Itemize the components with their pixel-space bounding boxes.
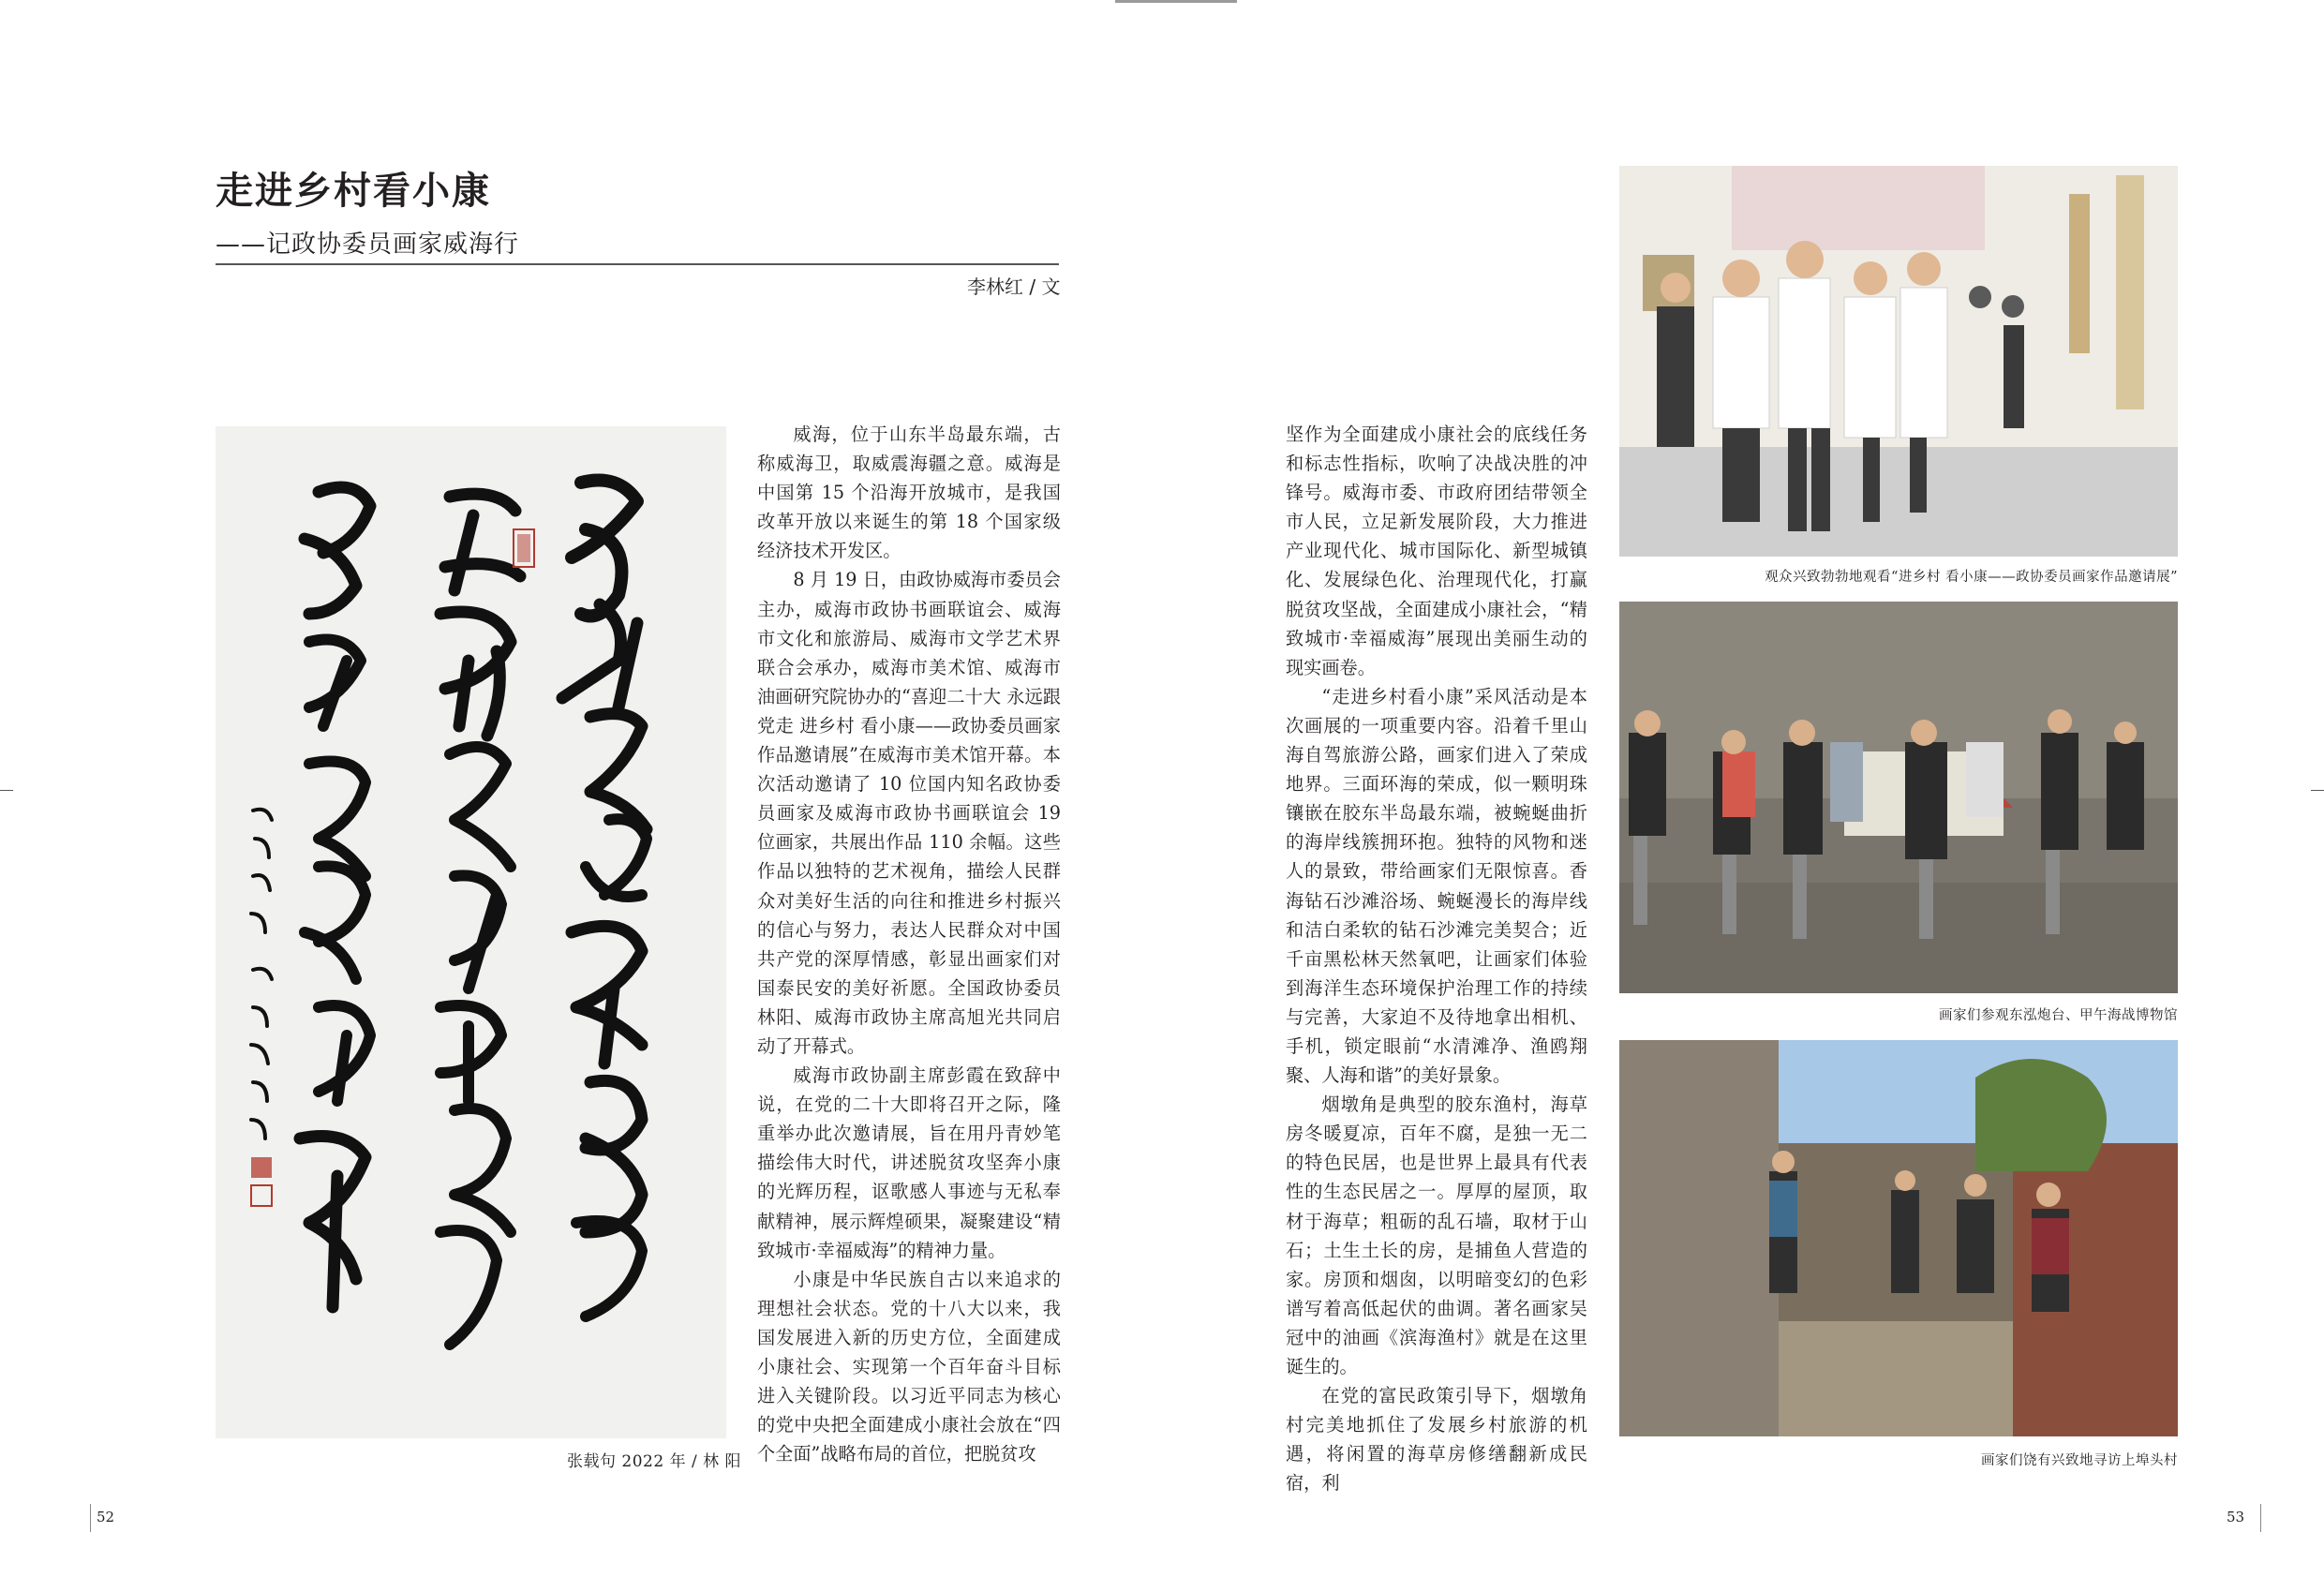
photo-caption: 画家们参观东泓炮台、甲午海战博物馆: [1939, 1008, 2178, 1023]
body-paragraph: 威海市政协副主席彭霞在致辞中说，在党的二十大即将召开之际，隆重举办此次邀请展，旨在用丹青妙笔描绘伟大时代，讲述脱贫攻坚奔小康的光辉历程，讴歌感人事迹与无私奉献精神，展示辉煌硕果，凝聚建设“精致城市·幸福威海”的精神力量。: [757, 1064, 1061, 1261]
photo-exhibition-visit: [1619, 166, 2178, 557]
page-rule: [90, 1504, 91, 1532]
body-paragraph: 小康是中华民族自古以来追求的理想社会状态。党的十八大以来，我国发展进入新的历史方位，全面建成小康社会、实现第一个百年奋斗目标进入关键阶段。以习近平同志为核心的党中央把全面建成小康社会放在“四个全面”战略布局的首位，把脱贫攻: [757, 1268, 1061, 1465]
page-number-right: 53: [2227, 1509, 2245, 1525]
photo-caption: 画家们饶有兴致地寻访上埠头村: [1981, 1453, 2178, 1468]
photo-fort-museum: [1619, 602, 2178, 993]
article-subtitle: ——记政协委员画家威海行: [216, 231, 520, 259]
body-paragraph: 威海，位于山东半岛最东端，古称威海卫，取威震海疆之意。威海是中国第 15 个沿海开放城市，是我国改革开放以来诞生的第 18 个国家级经济技术开发区。: [757, 424, 1061, 562]
body-paragraph: 8 月 19 日，由政协威海市委员会主办，威海市政协书画联谊会、威海市文化和旅游局、威海市文学艺术界联合会承办，威海市美术馆、威海市油画研究院协办的“喜迎二十大 永远跟党走 进乡村 看小康——政协委员画家作品邀请展”在威海市美术馆开幕。本次活动邀请了 10 位国内知名政协委员画家及威海市政协书画联谊会 19 位画家，共展出作品 110 余幅。这些作品以独特的艺术视角，描绘人民群众对美好生活的向往和推进乡村振兴的信心与努力，表达人民群众对中国共产党的深厚情感，彰显出画家们对国泰民安的美好祈愿。全国政协委员林阳、威海市政协主席高旭光共同启动了开幕式。: [757, 569, 1061, 1057]
body-paragraph: 坚作为全面建成小康社会的底线任务和标志性指标，吹响了决战决胜的冲锋号。威海市委、市政府团结带领全市人民，立足新发展阶段，大力推进产业现代化、城市国际化、新型城镇化、发展绿色化、治理现代化，打赢脱贫攻坚战，全面建成小康社会，“精致城市·幸福威海”展现出美丽生动的现实画卷。: [1286, 424, 1587, 678]
calligraphy-artwork: [216, 426, 726, 1438]
crop-mark: [2311, 790, 2324, 791]
body-paragraph: “走进乡村看小康”采风活动是本次画展的一项重要内容。沿着千里山海自驾旅游公路，画家们进入了荣成地界。三面环海的荣成，似一颗明珠镶嵌在胶东半岛最东端，被蜿蜒曲折的海岸线簇拥环抱。独特的风物和迷人的景致，带给画家们无限惊喜。香海钻石沙滩浴场、蜿蜒漫长的海岸线和洁白柔软的钻石沙滩完美契合；近千亩黑松林天然氧吧，让画家们体验到海洋生态环境保护治理工作的持续与完善，大家迫不及待地拿出相机、手机，锁定眼前“水清滩净、渔鸥翔聚、人海和谐”的美好景象。: [1286, 685, 1587, 1087]
byline: 李林红 / 文: [967, 275, 1061, 298]
photo-caption: 观众兴致勃勃地观看“进乡村 看小康——政协委员画家作品邀请展”: [1765, 570, 2178, 585]
body-column-2: [1286, 420, 1587, 1497]
calligraphy-image: [216, 426, 726, 1438]
calligraphy-caption: 张载句 2022 年 / 林 阳: [567, 1452, 742, 1471]
body-column-1: [757, 420, 1061, 1468]
crop-mark: [0, 790, 13, 791]
body-paragraph: 在党的富民政策引导下，烟墩角村完美地抓住了发展乡村旅游的机遇，将闲置的海草房修缮翻新成民宿，利: [1286, 1385, 1587, 1495]
top-bar: [1115, 0, 1237, 3]
page-rule: [2260, 1504, 2261, 1532]
body-paragraph: 烟墩角是典型的胶东渔村，海草房冬暖夏凉，百年不腐，是独一无二的特色民居，也是世界上最具有代表性的生态民居之一。厚厚的屋顶，取材于海草；粗砺的乱石墙，取材于山石；土生土长的房，是捕鱼人营造的家。房顶和烟囱，以明暗变幻的色彩谱写着高低起伏的曲调。著名画家吴冠中的油画《滨海渔村》就是在这里诞生的。: [1286, 1093, 1587, 1377]
title-rule: [216, 263, 1059, 265]
photo-village-alley: [1619, 1040, 2178, 1436]
page-number-left: 52: [97, 1509, 115, 1525]
article-title: 走进乡村看小康: [216, 170, 491, 213]
